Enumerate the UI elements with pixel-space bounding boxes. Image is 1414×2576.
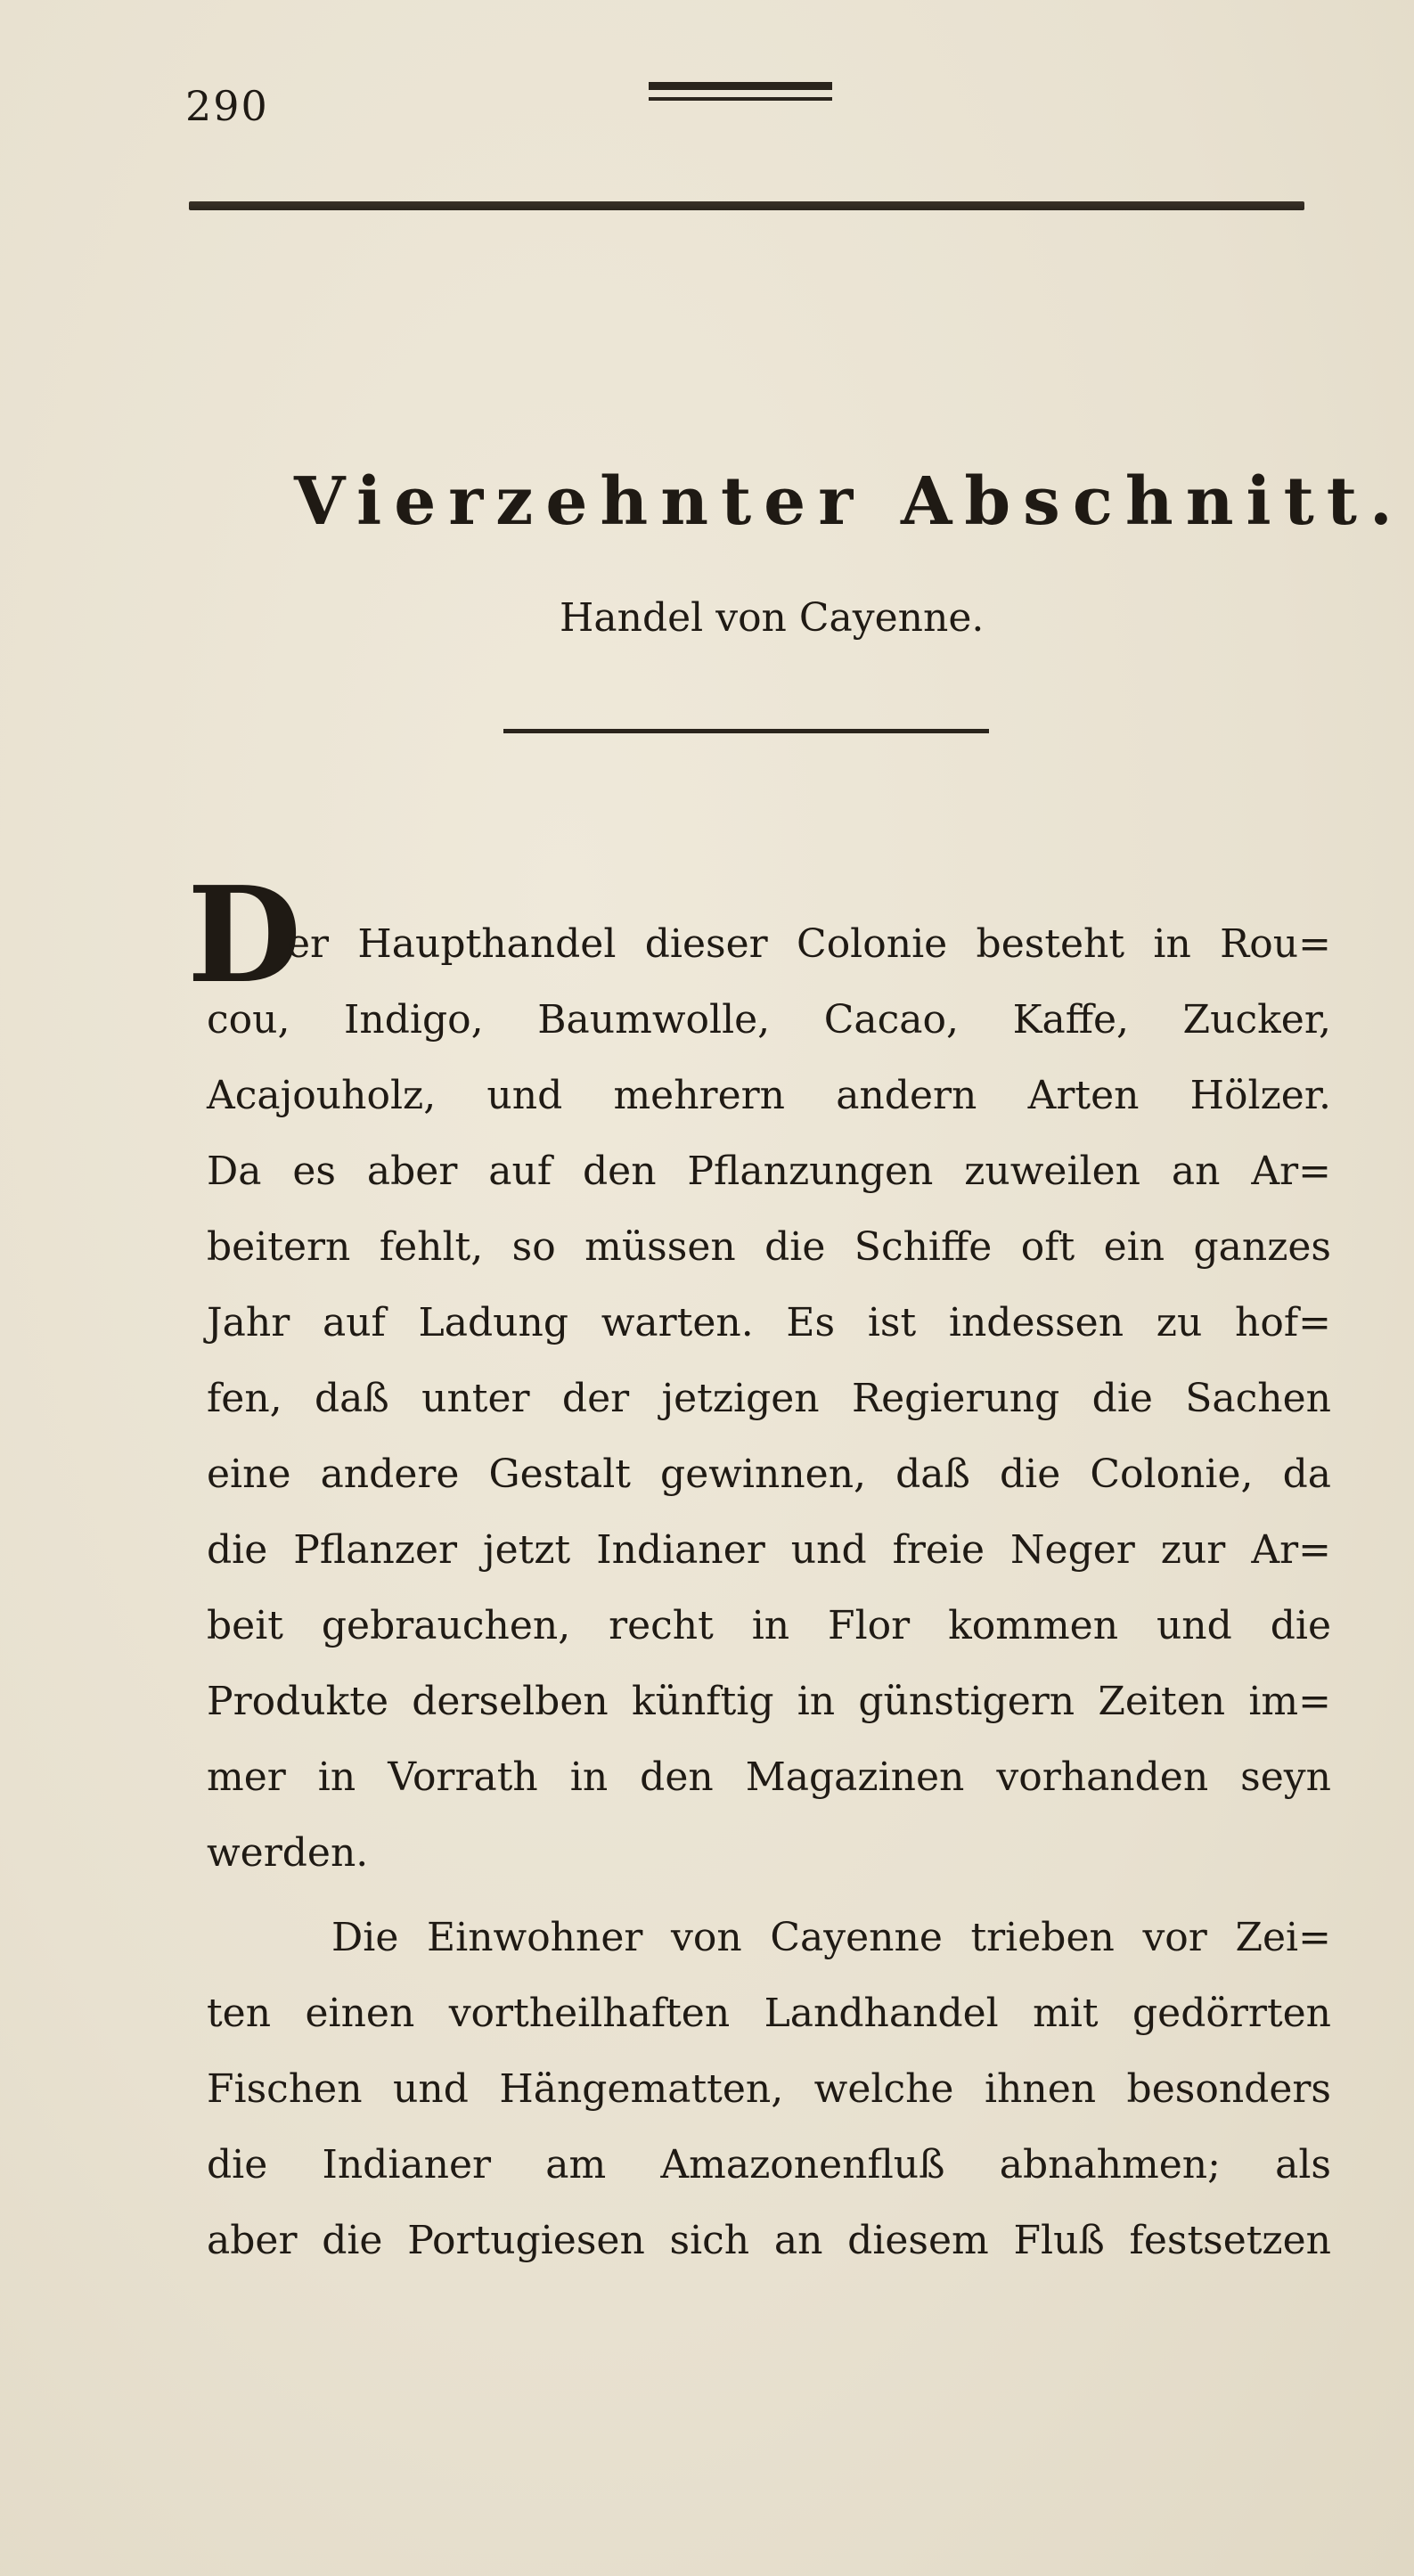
chapter-subtitle: Handel von Cayenne. [560, 595, 985, 641]
header-ornament [649, 82, 832, 103]
paragraph-line: cou, Indigo, Baumwolle, Cacao, Kaffe, Zucker, [207, 997, 1331, 1043]
header-rule [189, 201, 1304, 210]
paragraph-line: die Pflanzer jetzt Indianer und freie Neger zur Ar= [207, 1527, 1331, 1573]
paragraph-line: eine andere Gestalt gewinnen, daß die Colonie, da [207, 1452, 1331, 1497]
page-number: 290 [185, 82, 269, 130]
paragraph-line: Die Einwohner von Cayenne trieben vor Zei= [331, 1915, 1331, 1960]
paragraph-line: Produkte derselben künftig in günstigern Zeiten im= [207, 1679, 1331, 1724]
paragraph-line: Da es aber auf den Pflanzungen zuweilen an Ar= [207, 1149, 1331, 1194]
paragraph-line: werden. [207, 1830, 369, 1876]
paragraph-line: fen, daß unter der jetzigen Regierung die Sachen [207, 1376, 1331, 1421]
paragraph-line: ten einen vortheilhaften Landhandel mit gedörrten [207, 1991, 1331, 2036]
paragraph-line: aber die Portugiesen sich an diesem Fluß festsetzen [207, 2218, 1331, 2263]
paragraph-line: Fischen und Hängematten, welche ihnen besonders [207, 2066, 1331, 2112]
paragraph-line: beitern fehlt, so müssen die Schiffe oft ein ganzes [207, 1224, 1331, 1270]
paragraph-line: Acajouholz, und mehrern andern Arten Hölzer. [207, 1073, 1331, 1118]
section-divider [503, 729, 989, 733]
paragraph-line: er Haupthandel dieser Colonie besteht in Rou= [287, 921, 1331, 967]
drop-cap: D [187, 857, 302, 1012]
paragraph-line: beit gebrauchen, recht in Flor kommen und die [207, 1603, 1331, 1648]
paragraph-line: die Indianer am Amazonenfluß abnahmen; als [207, 2142, 1331, 2188]
chapter-title: Vierzehnter Abschnitt. [294, 463, 1405, 540]
paragraph-line: mer in Vorrath in den Magazinen vorhanden seyn [207, 1754, 1331, 1800]
paragraph-line: Jahr auf Ladung warten. Es ist indessen zu hof= [207, 1300, 1331, 1345]
